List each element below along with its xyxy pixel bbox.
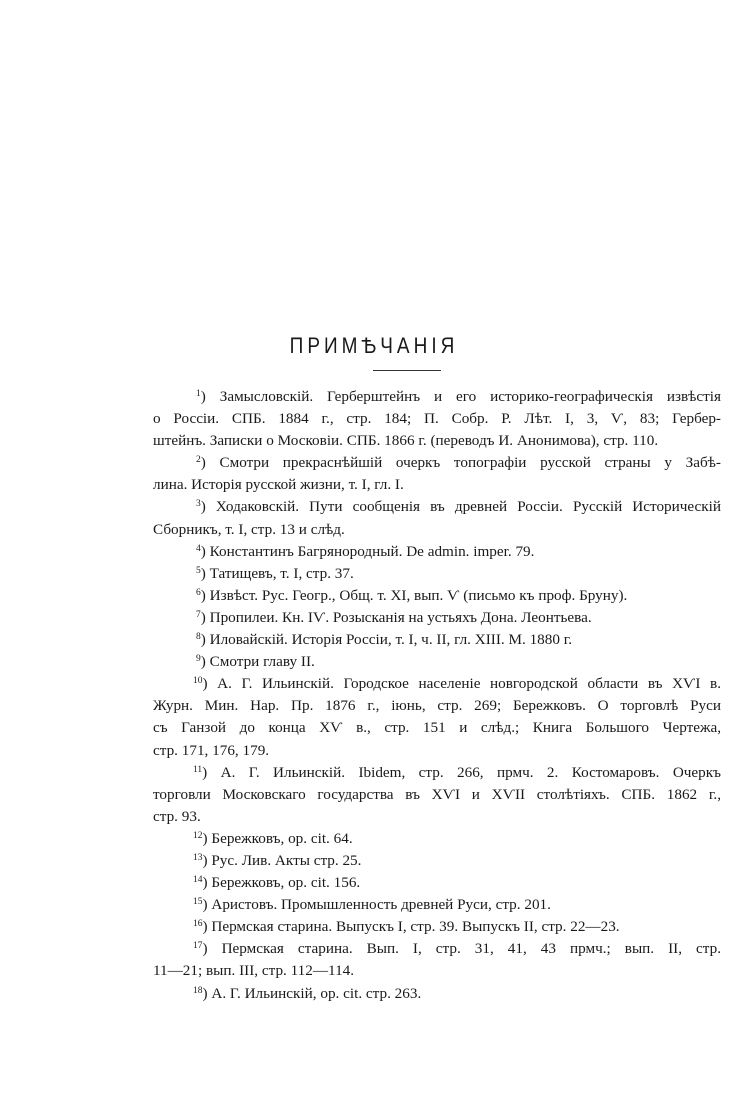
footnote-marker: 12 [193,830,203,841]
footnote-paren: ) [200,608,210,626]
footnote-text: стр. 171, 176, 179. [153,741,270,759]
footnote-text: А. Г. Ильинскій. Ibidem, стр. 266, прмч. 2. Костомаровъ. Очеркъ [220,763,721,781]
footnote-text: Бережковъ, op. cit. 156. [211,874,361,892]
footnote-marker: 3 [196,499,201,510]
footnote-text: о Россіи. СПБ. 1884 г., стр. 184; П. Собр. Р. Лѣт. I, 3, Ѵ, 83; Гербер- [153,410,721,428]
footnote-line [153,408,721,430]
footnote-11 [153,762,721,828]
footnote-paren: ) [202,940,222,958]
footnote-16 [153,916,721,938]
footnote-text: А. Г. Ильинскій, op. cit. стр. 263. [211,984,422,1002]
footnote-text: Константинъ Багрянородный. De admin. imper. 79. [209,542,535,560]
footnote-line [153,695,721,717]
footnote-marker: 5 [196,565,201,576]
footnote-text: Смотри прекраснѣйшій очеркъ топографіи русской страны у Забѣ- [219,454,721,472]
title-rule [373,370,441,371]
footnote-text: Пермская старина. Вып. I, стр. 31, 41, 43 прмч.; вып. II, стр. [221,940,721,958]
footnote-paren: ) [202,675,218,693]
footnote-line [153,386,721,408]
footnote-line [153,430,721,452]
footnote-line [153,784,721,806]
footnote-marker: 7 [196,609,201,620]
footnote-text: Аристовъ. Промышленность древней Руси, стр. 201. [211,896,551,914]
footnote-marker: 2 [196,455,201,466]
footnote-18 [153,983,721,1005]
footnote-paren: ) [202,851,212,869]
footnote-paren: ) [202,896,212,914]
footnote-line [153,872,721,894]
footnote-marker: 15 [193,897,203,908]
footnote-text: Смотри главу II. [209,653,315,671]
footnote-text: Татищевъ, т. I, стр. 37. [209,564,354,582]
footnote-line [153,452,721,474]
footnote-13 [153,850,721,872]
footnote-paren: ) [202,829,212,847]
footnote-marker: 10 [193,676,203,687]
footnote-marker: 9 [196,654,201,665]
footnote-10 [153,673,721,761]
footnote-line [153,938,721,960]
footnote-5 [153,563,721,585]
footnote-text: Извѣст. Рус. Геогр., Общ. т. XI, вып. Ѵ (письмо къ проф. Бруну). [209,586,628,604]
footnote-text: торговли Московскаго государства въ XѴI и XѴII столѣтіяхъ. СПБ. 1862 г., [153,785,721,803]
footnote-text: А. Г. Ильинскій. Городское населеніе новгородской области въ XѴI в. [217,675,721,693]
footnote-line [153,740,721,762]
footnote-paren: ) [200,388,220,405]
footnote-text: Сборникъ, т. I, стр. 13 и слѣд. [153,520,345,538]
footnote-text: стр. 93. [153,807,201,825]
footnote-line [153,850,721,872]
footnote-text: Бережковъ, op. cit. 64. [211,829,353,847]
footnote-marker: 4 [196,543,201,554]
footnote-line [153,762,721,784]
footnote-paren: ) [200,454,220,472]
footnote-line [153,673,721,695]
footnote-marker: 14 [193,875,203,886]
footnote-9 [153,651,721,673]
footnote-8 [153,629,721,651]
notes-list [153,386,721,1005]
footnote-line [153,563,721,585]
footnote-text: Иловайскій. Исторія Россіи, т. I, ч. II, гл. XIII. М. 1880 г. [209,631,573,649]
footnote-line [153,717,721,739]
footnote-paren: ) [202,918,212,936]
footnote-line [153,474,721,496]
footnote-paren: ) [200,542,210,560]
footnote-marker: 17 [193,941,203,952]
footnote-line [153,983,721,1005]
footnote-marker: 18 [193,985,203,996]
footnote-line [153,806,721,828]
footnote-line [153,629,721,651]
footnote-line [153,541,721,563]
footnote-line [153,894,721,916]
footnote-4 [153,541,721,563]
footnote-paren: ) [200,653,210,671]
footnote-text: Замысловскій. Герберштейнъ и его историко-географическія извѣстія [219,388,721,405]
footnote-text: съ Ганзой до конца XѴ в., стр. 151 и слѣд.; Книга Большого Чертежа, [153,719,721,737]
footnote-17 [153,938,721,982]
footnote-paren: ) [200,586,210,604]
footnote-line [153,651,721,673]
footnote-text: 11—21; вып. III, стр. 112—114. [153,962,355,980]
footnote-marker: 13 [193,852,203,863]
footnote-text: лина. Исторія русской жизни, т. I, гл. I. [153,476,404,494]
footnote-paren: ) [200,498,216,516]
footnote-1 [153,386,721,452]
footnote-text: Журн. Мин. Нар. Пр. 1876 г., іюнь, стр. 269; Бережковъ. О торговлѣ Руси [153,697,721,715]
footnote-marker: 16 [193,919,203,930]
footnote-line [153,496,721,518]
footnote-3 [153,496,721,540]
footnote-line [153,960,721,982]
footnote-text: штейнъ. Записки о Московіи. СПБ. 1866 г. (переводъ И. Анонимова), стр. 110. [153,432,659,450]
footnote-marker: 8 [196,632,201,643]
footnote-marker: 1 [196,389,201,399]
footnote-15 [153,894,721,916]
footnote-marker: 11 [193,764,203,775]
footnote-2 [153,452,721,496]
footnote-line [153,828,721,850]
footnote-7 [153,607,721,629]
footnote-paren: ) [200,631,210,649]
footnote-text: Пропилеи. Кн. IѴ. Розысканія на устьяхъ Дона. Леонтьева. [209,608,592,626]
footnote-paren: ) [202,874,212,892]
footnote-line [153,916,721,938]
footnote-text: Пермская старина. Выпускъ I, стр. 39. Выпускъ II, стр. 22—23. [211,918,620,936]
footnote-text: Ходаковскій. Пути сообщенія въ древней Россіи. Русскій Историческій [215,498,721,516]
footnote-6 [153,585,721,607]
footnote-line [153,519,721,541]
footnote-paren: ) [200,564,210,582]
footnote-text: Рус. Лив. Акты стр. 25. [211,851,362,869]
page-title: ПРИМѢЧАНІЯ [289,334,459,359]
footnote-line [153,585,721,607]
footnote-marker: 6 [196,587,201,598]
footnote-12 [153,828,721,850]
footnote-paren: ) [202,763,221,781]
footnote-paren: ) [202,984,212,1002]
footnote-line [153,607,721,629]
footnote-14 [153,872,721,894]
